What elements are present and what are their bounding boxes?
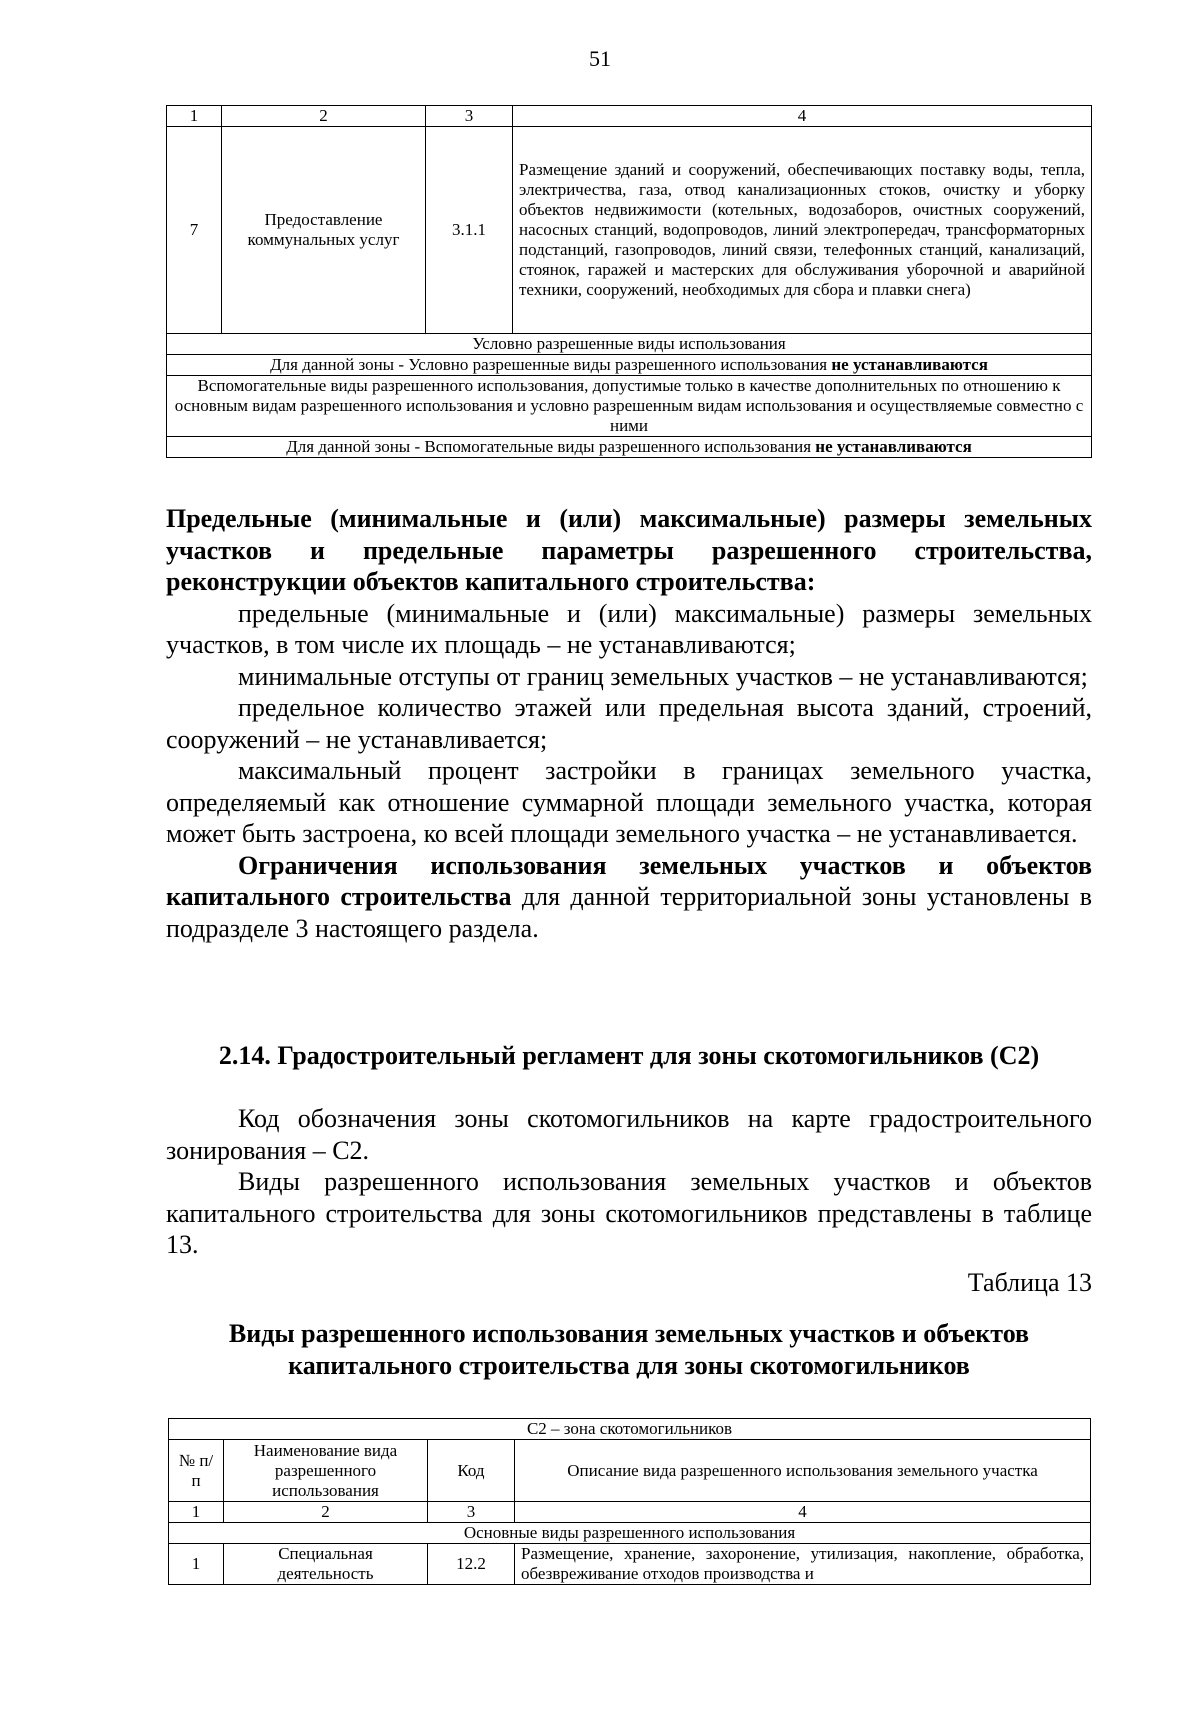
section-title: 2.14. Градостроительный регламент для зоны скотомогильников (С2) bbox=[218, 1041, 1040, 1070]
auxiliary-note-bold: не устанавливаются bbox=[815, 437, 972, 456]
col-number-4: 4 bbox=[513, 106, 1092, 127]
zone-title: С2 – зона скотомогильников bbox=[169, 1419, 1091, 1440]
column-headers-row bbox=[169, 1440, 1091, 1502]
limits-paragraph-1: предельные (минимальные и (или) максимальные) размеры земельных участков, в том числе их площадь – не устанавливаются; bbox=[166, 598, 1092, 659]
zone-title-row bbox=[169, 1419, 1091, 1440]
row-description: Размещение зданий и сооружений, обеспечивающих поставку воды, тепла, электричества, газа, отвод канализационных стоков, очистку и уборку объектов недвижимости (котельных, водозаборов, очистных сооружений, насосных станций, водопроводов, линий электропередач, трансформаторных подстанций, газопроводов, линий связи, телефонных станций, канализаций, стоянок, гаражей и мастерских для обслуживания уборочной и аварийной техники, сооружений, необходимых для сбора и плавки снега) bbox=[513, 127, 1092, 334]
limits-heading: Предельные (минимальные и (или) максимальные) размеры земельных участков и предельные параметры разрешенного строительства, реконструкции объектов капитального строительства: bbox=[166, 504, 1092, 596]
table-row bbox=[169, 1544, 1091, 1585]
restrictions-bold: Ограничения использования земельных участков и объектов капитального строительства bbox=[166, 850, 1092, 911]
restrictions-paragraph bbox=[166, 850, 1092, 945]
table-header-row bbox=[167, 106, 1092, 127]
col-number-3: 3 bbox=[428, 1502, 515, 1523]
restrictions-rest: для данной территориальной зоны установлены в подразделе 3 настоящего раздела. bbox=[166, 882, 1092, 943]
section-paragraph-1: Код обозначения зоны скотомогильников на карте градостроительного зонирования – С2. bbox=[166, 1104, 1092, 1165]
limits-paragraph-3: предельное количество этажей или предельная высота зданий, строений, сооружений – не устанавливается; bbox=[166, 693, 1092, 754]
table-label: Таблица 13 bbox=[967, 1267, 1092, 1297]
permitted-uses-table-continued bbox=[166, 105, 1092, 458]
conditional-uses-note bbox=[167, 355, 1092, 376]
col-number-2: 2 bbox=[222, 106, 426, 127]
page-number: 51 bbox=[589, 46, 611, 71]
table-title: Виды разрешенного использования земельных участков и объектов капитального строительства для зоны скотомогильников bbox=[228, 1319, 1030, 1380]
header-description: Описание вида разрешенного использования земельного участка bbox=[515, 1440, 1091, 1502]
zone-c2-uses-table bbox=[168, 1418, 1091, 1585]
table-title-block bbox=[166, 1318, 1092, 1381]
conditional-uses-title: Условно разрешенные виды использования bbox=[167, 334, 1092, 355]
table-row bbox=[167, 127, 1092, 334]
row-description: Размещение, хранение, захоронение, утилизация, накопление, обработка, обезвреживание отходов производства и bbox=[515, 1544, 1091, 1585]
section-body bbox=[166, 1103, 1092, 1298]
column-numbers-row bbox=[169, 1502, 1091, 1523]
col-number-1: 1 bbox=[167, 106, 222, 127]
section-paragraph-2: Виды разрешенного использования земельных участков и объектов капитального строительства для зоны скотомогильников представлены в таблице 13. bbox=[166, 1167, 1092, 1259]
main-uses-title: Основные виды разрешенного использования bbox=[169, 1523, 1091, 1544]
limits-block bbox=[166, 503, 1092, 944]
row-code: 12.2 bbox=[428, 1544, 515, 1585]
col-number-1: 1 bbox=[169, 1502, 224, 1523]
auxiliary-uses-title: Вспомогательные виды разрешенного использования, допустимые только в качестве дополнительных по отношению к основным видам разрешенного использования и условно разрешенным видам использования и осуществляемые совместно с ними bbox=[167, 376, 1092, 437]
section-title-block bbox=[166, 1040, 1092, 1072]
auxiliary-title-row bbox=[167, 376, 1092, 437]
header-number: № п/п bbox=[169, 1440, 224, 1502]
row-number: 1 bbox=[169, 1544, 224, 1585]
limits-paragraph-2: минимальные отступы от границ земельных участков – не устанавливаются; bbox=[238, 661, 1088, 691]
auxiliary-note-text: Для данной зоны - Вспомогательные виды разрешенного использования bbox=[286, 437, 816, 456]
row-use-name: Специальная деятельность bbox=[224, 1544, 428, 1585]
conditional-note-bold: не устанавливаются bbox=[831, 355, 988, 374]
col-number-2: 2 bbox=[224, 1502, 428, 1523]
row-number: 7 bbox=[167, 127, 222, 334]
col-number-4: 4 bbox=[515, 1502, 1091, 1523]
conditional-title-row bbox=[167, 334, 1092, 355]
row-use-name: Предоставление коммунальных услуг bbox=[222, 127, 426, 334]
header-use-name: Наименование вида разрешенного использования bbox=[224, 1440, 428, 1502]
main-uses-title-row bbox=[169, 1523, 1091, 1544]
conditional-note-row bbox=[167, 355, 1092, 376]
limits-paragraph-4: максимальный процент застройки в границах земельного участка, определяемый как отношение суммарной площади земельного участка, которая может быть застроена, ко всей площади земельного участка – не устанавливается. bbox=[166, 756, 1092, 848]
auxiliary-note-row bbox=[167, 437, 1092, 458]
row-code: 3.1.1 bbox=[426, 127, 513, 334]
conditional-note-text: Для данной зоны - Условно разрешенные виды разрешенного использования bbox=[270, 355, 832, 374]
header-code: Код bbox=[428, 1440, 515, 1502]
auxiliary-uses-note bbox=[167, 437, 1092, 458]
col-number-3: 3 bbox=[426, 106, 513, 127]
